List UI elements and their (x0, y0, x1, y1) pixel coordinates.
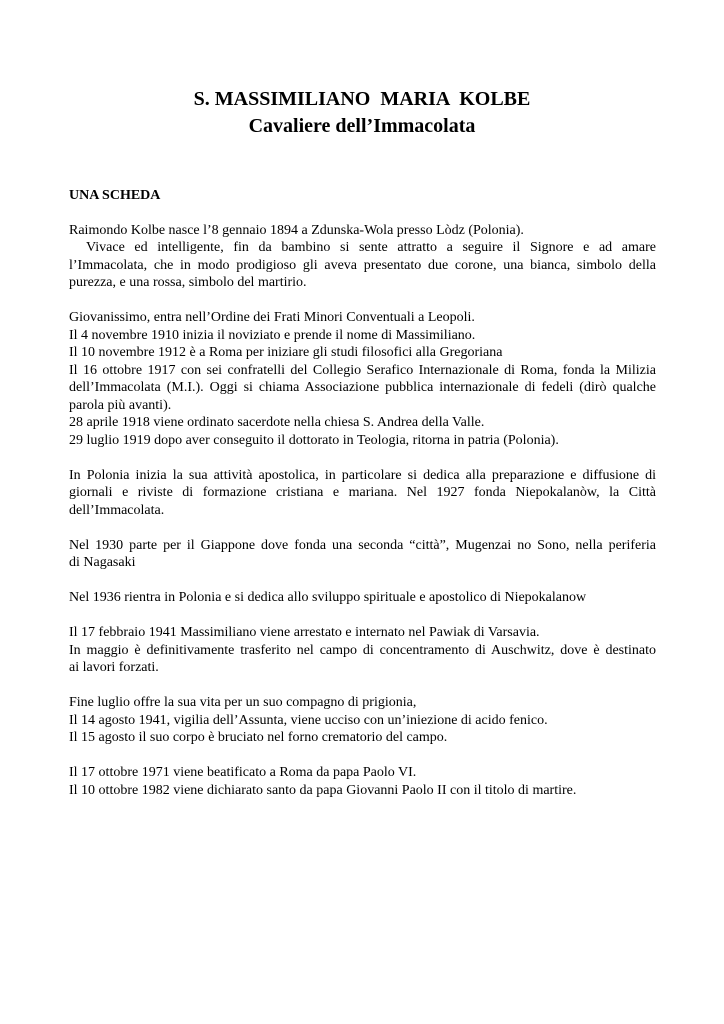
paragraph-line: di Nagasaki (69, 555, 136, 570)
paragraph-line: Vivace ed intelligente, fin da bambino si sente attratto a seguire il Signore e ad amare (86, 240, 656, 255)
paragraph-line: Il 17 febbraio 1941 Massimiliano viene arrestato e internato nel Pawiak di Varsavia. (69, 625, 540, 640)
paragraph-birth (69, 222, 656, 292)
paragraph-line: purezza, e una rossa, simbolo del martirio. (69, 275, 307, 290)
paragraph-line: dell’Immacolata (M.I.). Oggi si chiama Associazione pubblica internazionale di fedeli (dirò qualche (69, 380, 656, 395)
paragraph-line: Il 17 ottobre 1971 viene beatificato a Roma da papa Paolo VI. (69, 765, 417, 780)
paragraph-line: Nel 1936 rientra in Polonia e si dedica allo sviluppo spirituale e apostolico di Niepokalanow (69, 590, 587, 605)
paragraph-japan (69, 537, 656, 572)
paragraph-line: parola più avanti). (69, 397, 172, 413)
paragraph-arrest (69, 624, 656, 677)
paragraph-line: Nel 1930 parte per il Giappone dove fonda una seconda “città”, Mugenzai no Sono, nella periferia (69, 537, 656, 553)
paragraph-line: giornali e riviste di formazione cristiana e mariana. Nel 1927 fonda Niepokalanòw, la Città (69, 485, 656, 500)
paragraph-poland-activity (69, 467, 656, 520)
paragraph-line: dell’Immacolata. (69, 502, 165, 518)
paragraph-line: l’Immacolata, che in modo prodigioso gli aveva presentato due corone, una bianca, simbolo della (69, 257, 656, 273)
paragraph-line: ai lavori forzati. (69, 660, 159, 675)
paragraph-martyrdom (69, 694, 656, 747)
paragraph-line: 29 luglio 1919 dopo aver conseguito il dottorato in Teologia, ritorna in patria (Polonia). (69, 432, 559, 448)
paragraph-line: In Polonia inizia la sua attività apostolica, in particolare si dedica alla preparazione e diffusione di (69, 467, 656, 483)
paragraph-line: Giovanissimo, entra nell’Ordine dei Frati Minori Conventuali a Leopoli. (69, 310, 475, 325)
document-subtitle: Cavaliere dell’Immacolata (248, 115, 476, 137)
paragraph-line: Il 10 novembre 1912 è a Roma per iniziare gli studi filosofici alla Gregoriana (69, 345, 503, 360)
paragraph-line: In maggio è definitivamente trasferito nel campo di concentramento di Auschwitz, dove è destinato (69, 642, 656, 658)
paragraph-beatification (69, 764, 656, 799)
paragraph-line: Il 15 agosto il suo corpo è bruciato nel forno crematorio del campo. (69, 730, 448, 745)
paragraph-formation (69, 309, 656, 449)
document-title: S. MASSIMILIANO MARIA KOLBE (193, 88, 531, 110)
paragraph-line: Raimondo Kolbe nasce l’8 gennaio 1894 a Zdunska-Wola presso Lòdz (Polonia). (69, 222, 524, 238)
paragraph-line: Il 10 ottobre 1982 viene dichiarato santo da papa Giovanni Paolo II con il titolo di martire. (69, 782, 577, 798)
paragraph-line: Il 4 novembre 1910 inizia il noviziato e prende il nome di Massimiliano. (69, 327, 476, 343)
paragraph-line: 28 aprile 1918 viene ordinato sacerdote nella chiesa S. Andrea della Valle. (69, 415, 485, 430)
paragraph-line: Fine luglio offre la sua vita per un suo compagno di prigionia, (69, 695, 417, 710)
document-body (69, 187, 656, 817)
section-heading: UNA SCHEDA (69, 188, 161, 203)
paragraph-line: Il 14 agosto 1941, vigilia dell’Assunta, viene ucciso con un’iniezione di acido fenico. (69, 712, 548, 728)
paragraph-line: Il 16 ottobre 1917 con sei confratelli del Collegio Serafico Internazionale di Roma, fonda la Milizia (69, 362, 656, 378)
paragraph-return-poland (69, 589, 656, 607)
